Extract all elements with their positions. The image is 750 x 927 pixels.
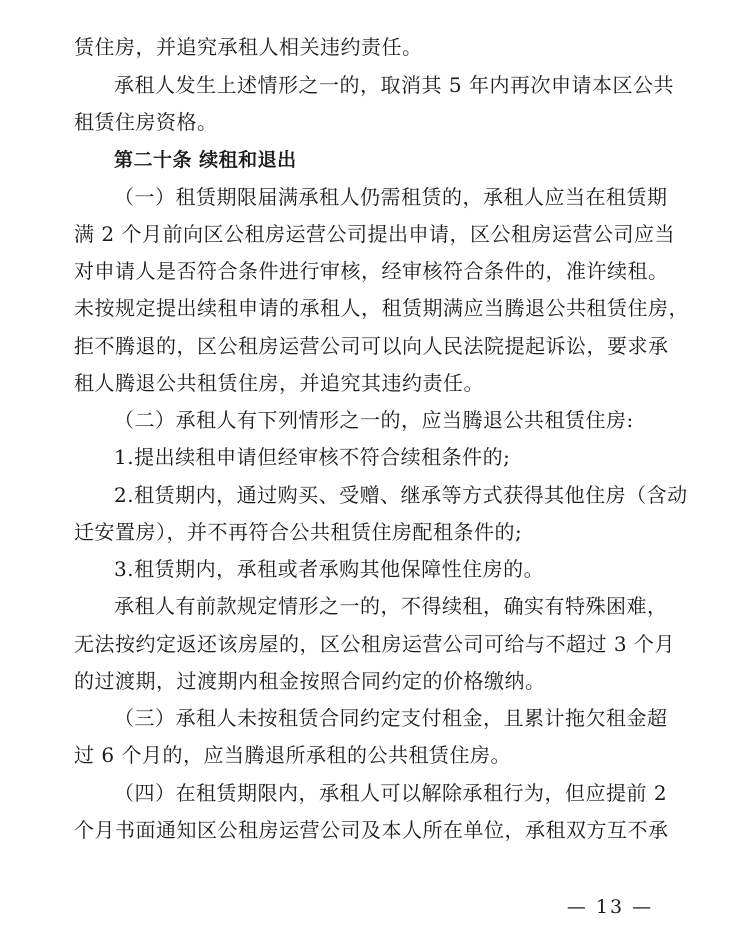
list-item: 1.提出续租申请但经审核不符合续租条件的; <box>114 445 511 469</box>
paragraph-line: 承租人发生上述情形之一的，取消其 5 年内再次申请本区公共 <box>114 73 674 97</box>
paragraph-line: 无法按约定返还该房屋的，区公租房运营公司可给与不超过 3 个月 <box>74 632 675 656</box>
paragraph-line: 未按规定提出续租申请的承租人，租赁期满应当腾退公共租赁住房， <box>74 296 689 320</box>
paragraph-line: 的过渡期，过渡期内租金按照合同约定的价格缴纳。 <box>74 669 546 693</box>
paragraph-line: 对申请人是否符合条件进行审核，经审核符合条件的，准许续租。 <box>74 259 669 283</box>
paragraph-line: （三）承租人未按租赁合同约定支付租金，且累计拖欠租金超 <box>114 706 668 730</box>
paragraph-line: 拒不腾退的，区公租房运营公司可以向人民法院提起诉讼，要求承 <box>74 334 669 358</box>
paragraph-line: 迁安置房），并不再符合公共租赁住房配租条件的; <box>74 520 523 544</box>
paragraph-line: 满 2 个月前向区公租房运营公司提出申请，区公租房运营公司应当 <box>74 222 675 246</box>
paragraph-line: （二）承租人有下列情形之一的，应当腾退公共租赁住房: <box>114 408 634 432</box>
page-number: — 13 — <box>566 896 654 918</box>
list-item: 2.租赁期内，通过购买、受赠、继承等方式获得其他住房（含动 <box>114 483 688 507</box>
paragraph-line: （一）租赁期限届满承租人仍需租赁的，承租人应当在租赁期 <box>114 185 668 209</box>
paragraph-line: 赁住房，并追究承租人相关违约责任。 <box>74 35 423 59</box>
article-heading: 第二十条 续租和退出 <box>114 149 297 171</box>
paragraph-line: 租人腾退公共租赁住房，并追究其违约责任。 <box>74 371 484 395</box>
list-item: 3.租赁期内，承租或者承购其他保障性住房的。 <box>114 557 545 581</box>
paragraph-line: （四）在租赁期限内，承租人可以解除承租行为，但应提前 2 <box>114 781 668 805</box>
paragraph-line: 租赁住房资格。 <box>74 110 218 134</box>
paragraph-line: 承租人有前款规定情形之一的，不得续租，确实有特殊困难， <box>114 594 668 618</box>
paragraph-line: 过 6 个月的，应当腾退所承租的公共租赁住房。 <box>74 743 511 767</box>
paragraph-line: 个月书面通知区公租房运营公司及本人所在单位，承租双方互不承 <box>74 818 669 842</box>
